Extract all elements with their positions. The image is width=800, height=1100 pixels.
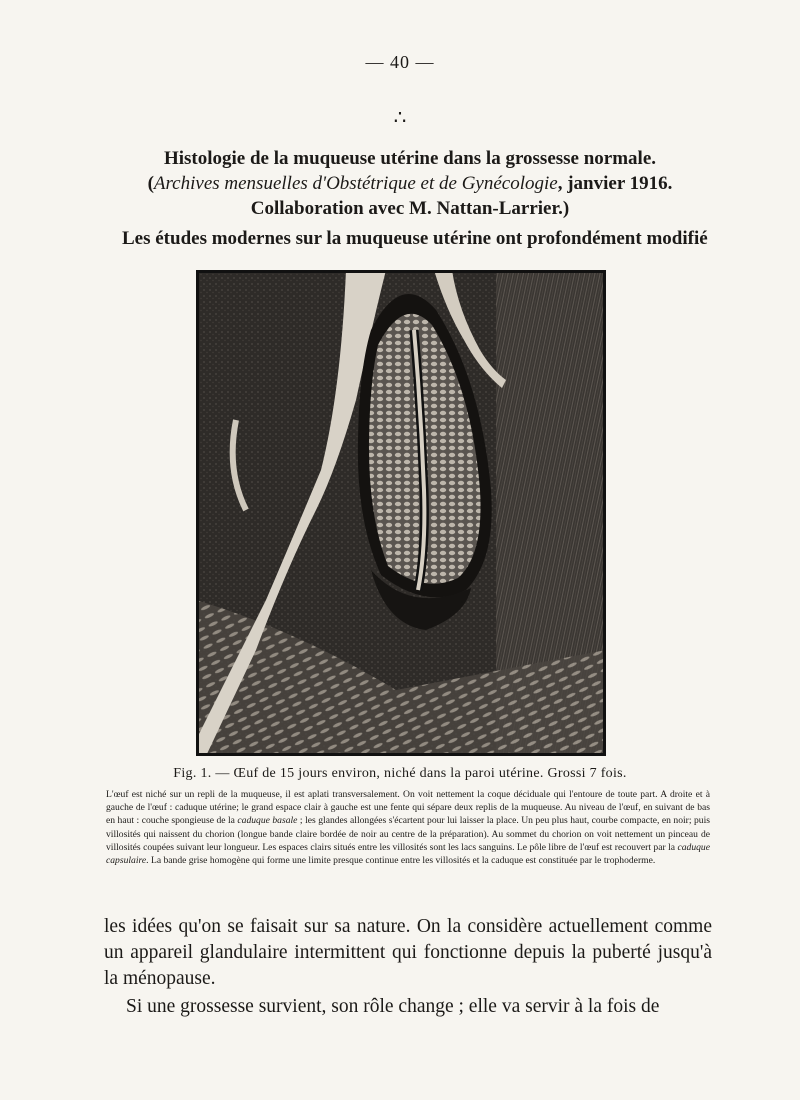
article-title: Histologie de la muqueuse utérine dans la grossesse normale. — [163, 148, 657, 169]
caption-part: ; les glandes allongées s'écartent pour lui laisser la place. Un peu plus haut, courbe compacte, en noir; puis villosités qui naissent du chorion (longue bande claire bordée de noir au centre de la préparation). Au sommet du chorion on voit nettement un pinceau de villosités coupées suivant leur longueur. Les espaces clairs situés entre les villosités sont les lacs sanguins. Le pôle libre de l'œuf est recouvert par la — [106, 815, 711, 853]
ref-open: ( — [147, 173, 154, 194]
article-heading — [60, 146, 760, 221]
figure-caption — [106, 788, 710, 867]
ref-date: , janvier 1916. — [557, 173, 673, 194]
caption-term-basale: caduque basale — [237, 815, 298, 827]
article-reference — [60, 171, 760, 196]
caption-term-capsulaire: caduque capsulaire — [106, 841, 710, 867]
micrograph-image — [196, 270, 606, 756]
ornament: ∴ — [393, 107, 407, 129]
caption-part: . La bande grise homogène qui forme une limite presque continue entre les villosités et la caduque est constituée par le trophoderme. — [146, 855, 656, 867]
collaboration: Collaboration avec M. Nattan-Larrier.) — [250, 198, 570, 219]
body-text — [104, 914, 712, 1020]
caption-part: L'œuf est niché sur un repli de la muqueuse, il est aplati transversalement. On voit nettement la coque déciduale qui l'entoure de toute part. A droite et à gauche de l'œuf : caduque utérine; le grand espace clair à gauche est une fente qui sépare deux replis de la muqueuse. Au niveau de l'œuf, en suivant de bas en haut : couche spongieuse de la — [106, 789, 710, 827]
page-number: — 40 — — [365, 52, 435, 72]
intro-paragraph: Les études modernes sur la muqueuse utérine ont profondément modifié — [122, 228, 708, 249]
body-paragraph-next: Si une grossesse survient, son rôle change ; elle va servir à la fois de — [126, 996, 660, 1017]
ref-journal: Archives mensuelles d'Obstétrique et de Gynécologie — [153, 173, 558, 194]
figure-caption-title: Fig. 1. — Œuf de 15 jours environ, niché dans la paroi utérine. Grossi 7 fois. — [173, 766, 627, 781]
histology-figure — [196, 270, 606, 756]
body-paragraph: les idées qu'on se faisait sur sa nature. On la considère actuellement comme un appareil glandulaire intermittent qui fonctionne depuis la puberté jusqu'à la ménopause. — [104, 916, 712, 989]
